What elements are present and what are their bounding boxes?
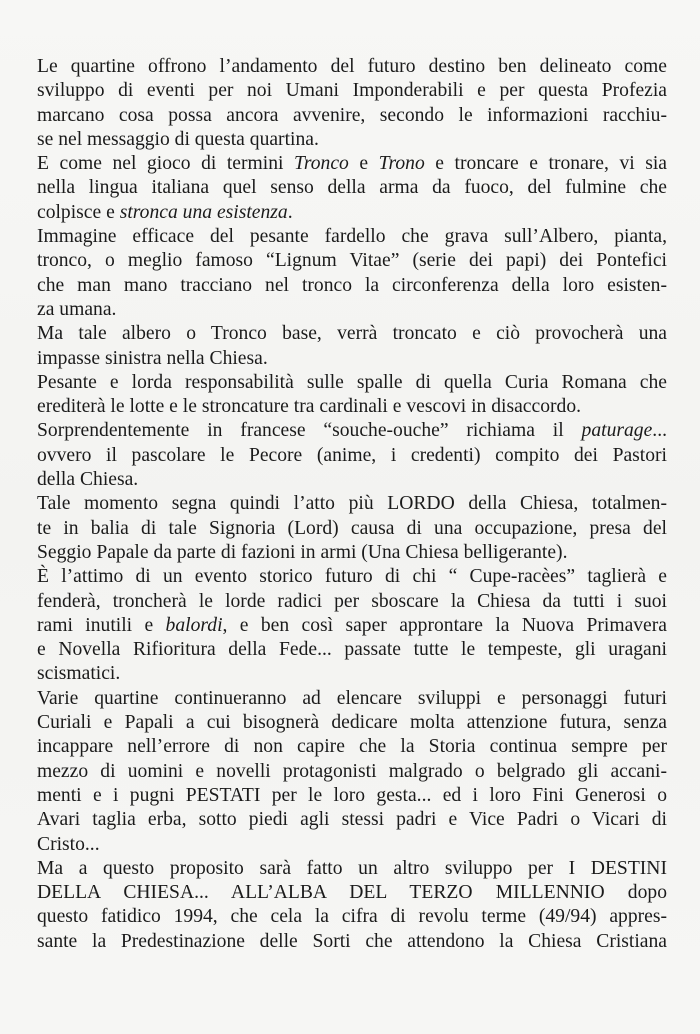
text-run: e Novella Rifioritura della Fede... passate tutte le tempeste, gli uragani — [37, 639, 667, 661]
italic-run: Trono — [378, 153, 425, 175]
text-run: DELLA CHIESA... ALL’ALBA DEL TERZO MILLENNIO dopo — [37, 882, 667, 904]
text-line — [37, 176, 667, 200]
text-run: . — [287, 201, 293, 223]
text-run: Avari taglia erba, sotto piedi agli stessi padri e Vice Padri o Vicari di — [37, 809, 667, 831]
text-line — [37, 784, 667, 808]
text-run: Pesante e lorda responsabilità sulle spalle di quella Curia Romana che — [37, 371, 667, 393]
text-line — [37, 104, 667, 128]
text-run: menti e i pugni PESTATI per le loro gesta... ed i loro Fini Generosi o — [37, 784, 667, 806]
text-run: È l’attimo di un evento storico futuro di chi “ Cupe-racèes” taglierà e — [37, 566, 667, 588]
text-run: Curiali e Papali a cui bisognerà dedicare molta attenzione futura, senza — [37, 712, 667, 734]
document-body — [37, 55, 667, 954]
paragraph — [37, 687, 667, 857]
text-line — [37, 662, 667, 686]
text-line — [37, 152, 667, 176]
paragraph — [37, 371, 667, 420]
text-run: questo fatidico 1994, che cela la cifra di revolu terme (49/94) appres- — [37, 906, 667, 928]
text-run: della Chiesa. — [37, 469, 139, 491]
paragraph — [37, 419, 667, 492]
text-run: sviluppo di eventi per noi Umani Imponderabili e per questa Profezia — [37, 80, 667, 102]
text-run: sante la Predestinazione delle Sorti che attendono la Chiesa Cristiana — [37, 930, 667, 952]
paragraph — [37, 55, 667, 152]
text-run: e — [348, 153, 379, 175]
text-run: za umana. — [37, 298, 117, 320]
text-line — [37, 419, 667, 443]
text-run: Tale momento segna quindi l’atto più LORDO della Chiesa, totalmen- — [37, 493, 667, 515]
italic-run: balordi — [165, 614, 223, 636]
paragraph — [37, 857, 667, 954]
italic-run: Tronco — [294, 153, 349, 175]
paragraph — [37, 565, 667, 686]
text-line — [37, 371, 667, 395]
text-run: incappare nell’errore di non capire che la Storia continua sempre per — [37, 736, 667, 758]
text-line — [37, 79, 667, 103]
text-line — [37, 590, 667, 614]
text-line — [37, 395, 667, 419]
italic-run: paturage — [581, 420, 653, 442]
text-run: nella lingua italiana quel senso della arma da fuoco, del fulmine che — [37, 177, 667, 199]
text-run: te in balia di tale Signoria (Lord) causa di una occupazione, presa del — [37, 517, 667, 539]
text-line — [37, 881, 667, 905]
paragraph — [37, 225, 667, 322]
text-run: mezzo di uomini e novelli protagonisti malgrado o belgrado gli accani- — [37, 760, 667, 782]
text-run: erediterà le lotte e le stroncature tra cardinali e vescovi in disaccordo. — [37, 396, 582, 418]
text-run: Seggio Papale da parte di fazioni in armi (Una Chiesa belligerante). — [37, 541, 568, 563]
text-line — [37, 444, 667, 468]
text-run: ... — [652, 420, 667, 442]
text-line — [37, 930, 667, 954]
text-line — [37, 687, 667, 711]
text-run: E come nel gioco di termini — [37, 153, 295, 175]
text-run: Varie quartine continueranno ad elencare sviluppi e personaggi futuri — [37, 687, 667, 709]
text-run: Cristo... — [37, 833, 100, 855]
text-run: Ma a questo proposito sarà fatto un altro sviluppo per I DESTINI — [37, 857, 667, 879]
text-run: se nel messaggio di questa quartina. — [37, 128, 319, 150]
text-line — [37, 638, 667, 662]
italic-run: stronca una esistenza — [119, 201, 288, 223]
text-run: rami inutili e — [37, 614, 166, 636]
text-run: fenderà, troncherà le lorde radici per sboscare la Chiesa da tutti i suoi — [37, 590, 667, 612]
text-line — [37, 225, 667, 249]
text-line — [37, 541, 667, 565]
text-run: Le quartine offrono l’andamento del futuro destino ben delineato come — [37, 56, 667, 77]
text-line — [37, 808, 667, 832]
text-run: ovvero il pascolare le Pecore (anime, i credenti) compito dei Pastori — [37, 444, 667, 466]
text-line — [37, 760, 667, 784]
text-run: che man mano tracciano nel tronco la circonferenza della loro esisten- — [37, 274, 667, 296]
text-line — [37, 201, 667, 225]
text-line — [37, 833, 667, 857]
text-run: Ma tale albero o Tronco base, verrà troncato e ciò provocherà una — [37, 323, 667, 345]
text-run: impasse sinistra nella Chiesa. — [37, 347, 268, 369]
text-line — [37, 249, 667, 273]
text-line — [37, 614, 667, 638]
text-line — [37, 55, 667, 79]
text-line — [37, 492, 667, 516]
paragraph — [37, 322, 667, 371]
text-run: scismatici. — [37, 663, 121, 685]
text-run: colpisce e — [37, 201, 120, 223]
text-run: e troncare e tronare, vi sia — [424, 153, 668, 175]
text-line — [37, 711, 667, 735]
text-line — [37, 857, 667, 881]
text-line — [37, 905, 667, 929]
text-run: Sorprendentemente in francese “souche-ouche” richiama il — [37, 420, 582, 442]
text-line — [37, 298, 667, 322]
text-line — [37, 517, 667, 541]
text-line — [37, 322, 667, 346]
text-line — [37, 735, 667, 759]
paragraph — [37, 152, 667, 225]
text-run: Immagine efficace del pesante fardello che grava sull’Albero, pianta, — [37, 226, 667, 248]
text-line — [37, 347, 667, 371]
text-line — [37, 274, 667, 298]
text-run: tronco, o meglio famoso “Lignum Vitae” (serie dei papi) dei Pontefici — [37, 250, 667, 272]
text-run: marcano cosa possa ancora avvenire, secondo le informazioni racchiu- — [37, 104, 667, 126]
text-run: , e ben così saper approntare la Nuova Primavera — [222, 614, 667, 636]
text-line — [37, 565, 667, 589]
paragraph — [37, 492, 667, 565]
text-line — [37, 128, 667, 152]
text-line — [37, 468, 667, 492]
